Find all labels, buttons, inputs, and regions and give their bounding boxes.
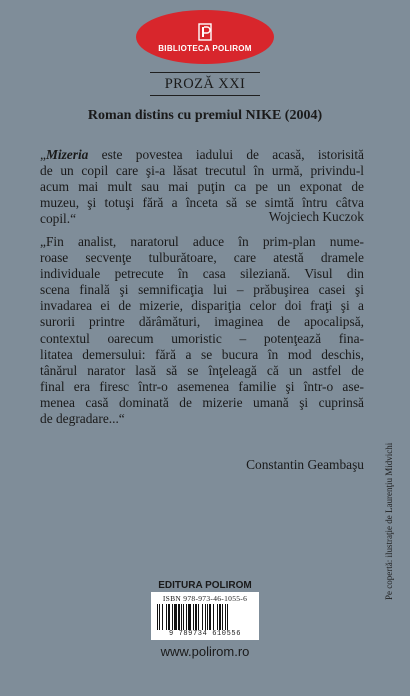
quote-line: menea casă dominată de mizerie umană şi cuprinsă — [40, 394, 364, 410]
quote-geambasu — [40, 234, 364, 427]
quote-line: final era firesc într-o asemenea familie şi într-o ase- — [40, 378, 364, 394]
barcode-bar — [219, 604, 221, 630]
barcode-bar — [157, 604, 158, 630]
quote-line: invadarea ei de mizerie, dispariţia celor doi fraţi şi a — [40, 298, 364, 314]
barcode-bar — [174, 604, 177, 630]
barcode-bar — [168, 604, 170, 630]
quote-line: roase secvenţe tulburătoare, care atestă dramele — [40, 250, 364, 266]
cover-illustration-credit: Pe copertă: ilustraţie de Laurenţiu Midvichi — [384, 442, 394, 600]
barcode-bar — [188, 604, 191, 630]
quote-author: Wojciech Kuczok — [268, 209, 364, 224]
quote-line: „Mizeria este povestea iadului de acasă, istorisită — [40, 147, 364, 162]
quote-line: muzeu, şi totuşi fără a înceta să se simtă întru câtva — [40, 195, 364, 211]
award-heading: Roman distins cu premiul NIKE (2004) — [87, 108, 323, 123]
quote-line: tânărul narator lasă să se înţeleagă că un astfel de — [40, 362, 364, 378]
ean-number: 9 789734 610556 — [168, 630, 241, 638]
quote-line: copil.“ — [40, 211, 77, 227]
barcode-bar — [193, 604, 194, 630]
barcode-bar — [172, 604, 173, 630]
quote-author: Constantin Geambaşu — [246, 457, 364, 472]
barcode-bar — [186, 604, 187, 630]
barcode-bar — [162, 604, 163, 630]
barcode-bar — [217, 604, 218, 630]
barcode-bar — [227, 604, 228, 630]
isbn-number: ISBN 978-973-46-1055-6 — [162, 594, 248, 603]
quote-line: de degradare...“ — [40, 411, 125, 427]
barcode-bar — [178, 604, 180, 630]
barcode-bar — [225, 604, 226, 630]
collection-rule-bottom — [150, 95, 260, 96]
barcode-bar — [213, 604, 214, 630]
quote-line: surorii printre dărâmături, imaginea de apocalipsă, — [40, 314, 364, 330]
barcode-bars — [157, 604, 253, 630]
quote-line: acum mai mult sau mai puţin ca pe un exponat de — [40, 179, 364, 195]
barcode-bar — [181, 604, 182, 630]
polirom-logo-icon — [198, 23, 212, 41]
quote-line: „Fin analist, naratorul aduce în prim-plan nume- — [40, 234, 364, 249]
barcode-bar — [159, 604, 160, 630]
publisher-website: www.polirom.ro — [160, 644, 250, 659]
barcode-bar — [183, 604, 184, 630]
barcode-bar — [166, 604, 167, 630]
barcode-bar — [195, 604, 197, 630]
barcode-bar — [205, 604, 206, 630]
quote-line: individuale petrecute în casa sileziană. Visul din — [40, 266, 364, 282]
quote-line: scena finală şi semnificaţia lui – prăbuşirea casei şi — [40, 282, 364, 298]
quote-line: litatea demersului: fără a se bucura în mod deschis, — [40, 346, 364, 362]
series-logo-badge — [136, 10, 274, 64]
quote-line: de un copil care şi-a lăsat trecutul în urmă, privindu-l — [40, 163, 364, 179]
series-name: BIBLIOTECA POLIROM — [158, 44, 252, 53]
barcode-bar — [222, 604, 223, 630]
collection-rule-top — [150, 72, 260, 73]
isbn-barcode — [151, 592, 259, 640]
publisher-name: EDITURA POLIROM — [158, 580, 252, 591]
barcode-bar — [207, 604, 208, 630]
barcode-bar — [198, 604, 199, 630]
barcode-bar — [202, 604, 203, 630]
barcode-bar — [209, 604, 211, 630]
collection-name: PROZĂ XXI — [164, 76, 246, 92]
quote-line: contextul oarecum umoristic – potenţează fina- — [40, 330, 364, 346]
